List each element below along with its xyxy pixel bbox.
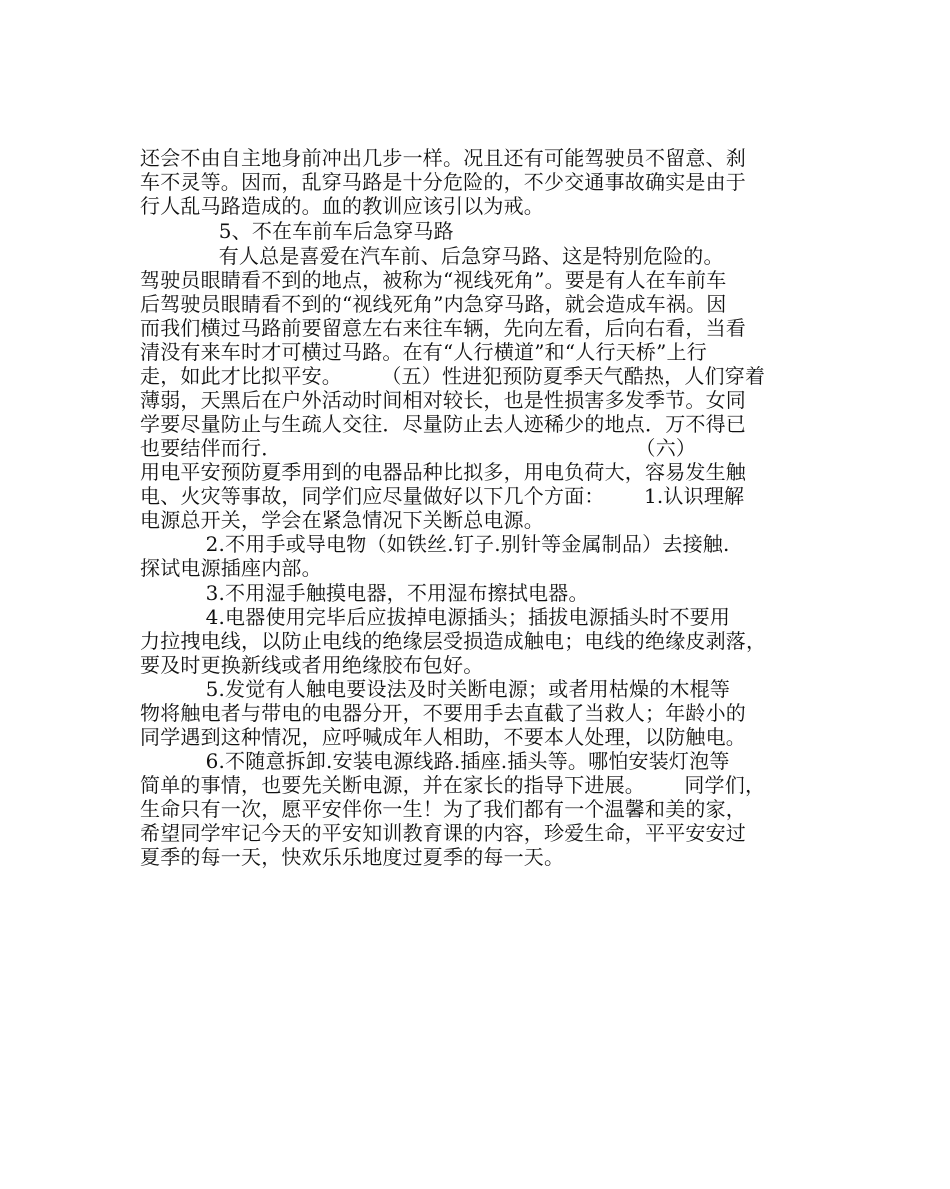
section-heading: 5、不在车前车后急穿马路 [140,219,454,243]
text-line: 电源总开关，学会在紧急情况下关断总电源。 [140,508,544,532]
text-line: 物将触电者与带电的电器分开，不要用手去直截了当救人；年龄小的 [140,701,746,725]
text-line: 希望同学牢记今天的平安知训教育课的内容，珍爱生命，平平安安过 [140,821,746,845]
text-line: 生命只有一次，愿平安伴你一生！为了我们都有一个温馨和美的家， [140,797,746,821]
list-item: 5.发觉有人触电要设法及时关断电源；或者用枯燥的木棍等 [140,677,731,701]
text-line: 也要结伴而行． （六） [140,436,697,460]
list-item: 4.电器使用完毕后应拔掉电源插头；插拔电源插头时不要用 [140,605,731,629]
text-line: 电、火灾等事故，同学们应尽量做好以下几个方面： 1.认识理解 [140,484,745,508]
text-line: 简单的事情，也要先关断电源，并在家长的指导下进展。 同学们， [140,773,766,797]
text-line: 行人乱马路造成的。血的教训应该引以为戒。 [140,194,544,218]
text-line: 学要尽量防止与生疏人交往．尽量防止去人迹稀少的地点．万不得已 [140,412,746,436]
text-line: 清没有来车时才可横过马路。在有“人行横道”和“人行天桥”上行 [140,340,707,364]
text-line: 还会不由自主地身前冲出几步一样。况且还有可能驾驶员不留意、刹 [140,146,746,170]
text-line: 要及时更换新线或者用绝缘胶布包好。 [140,653,484,677]
text-line: 用电平安预防夏季用到的电器品种比拟多，用电负荷大，容易发生触 [140,460,746,484]
text-line: 薄弱，天黑后在户外活动时间相对较长，也是性损害多发季节。女同 [140,388,746,412]
text-line: 车不灵等。因而，乱穿马路是十分危险的，不少交通事故确实是由于 [140,170,746,194]
text-line: 而我们横过马路前要留意左右来往车辆，先向左看，后向右看，当看 [140,316,746,340]
text-line: 后驾驶员眼睛看不到的“视线死角”内急穿马路，就会造成车祸。因 [140,292,727,316]
text-line: 驾驶员眼睛看不到的地点，被称为“视线死角”。要是有人在车前车 [140,268,727,292]
text-line: 同学遇到这种情况，应呼喊成年人相助，不要本人处理，以防触电。 [140,725,746,749]
list-item: 3.不用湿手触摸电器，不用湿布擦拭电器。 [140,581,589,605]
text-line: 探试电源插座内部。 [140,556,322,580]
list-item: 2.不用手或导电物（如铁丝.钉子.别针等金属制品）去接触. [140,532,730,556]
text-line: 夏季的每一天，快欢乐乐地度过夏季的每一天。 [140,845,565,869]
text-line: 走，如此才比拟平安。 （五）性进犯预防夏季天气酷热，人们穿着 [140,364,766,388]
text-line: 有人总是喜爱在汽车前、后急穿马路、这是特别危险的。 [140,244,724,268]
text-line: 力拉拽电线，以防止电线的绝缘层受损造成触电；电线的绝缘皮剥落， [140,629,767,653]
list-item: 6.不随意拆卸.安装电源线路.插座.插头等。哪怕安装灯泡等 [140,749,730,773]
